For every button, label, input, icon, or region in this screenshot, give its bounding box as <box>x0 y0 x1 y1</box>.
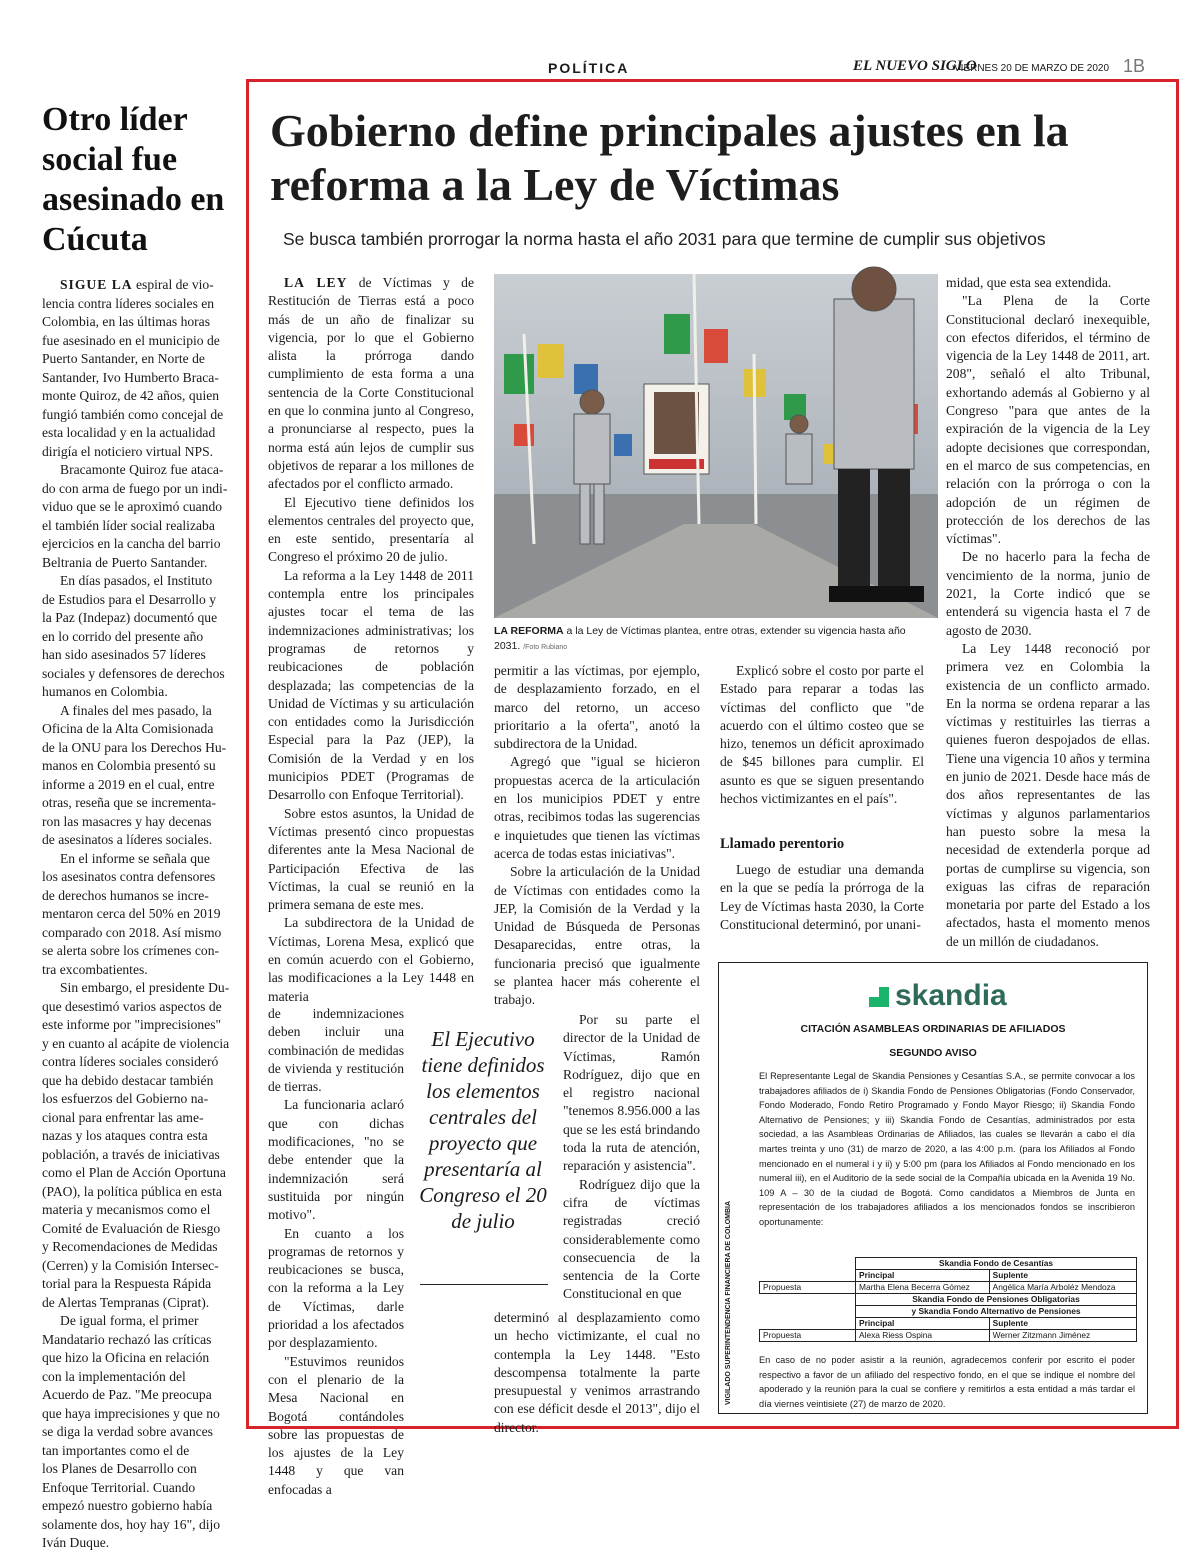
side-story-line: Santander, Ivo Humberto Braca- <box>42 369 219 385</box>
issue-date: VIERNES 20 DE MARZO DE 2020 <box>954 63 1110 74</box>
side-story-line: monte Quiroz, de 42 años, quien <box>42 388 220 403</box>
side-story-line: tan importantes como el de <box>42 1442 190 1458</box>
side-story-line: de la ONU para los Derechos Hu- <box>42 739 227 755</box>
side-story-line: se diga la verdad sobre avances <box>42 1424 213 1439</box>
caption-text: a la Ley de Víctimas plantea, entre otras, extender su vigencia hasta año 2031. <box>494 625 906 652</box>
side-story-line: do con arma de fuego por un indi- <box>42 480 228 496</box>
table1-row-label: Propuesta <box>760 1282 856 1294</box>
side-story-line: materia y mecanismos como el <box>42 1202 211 1217</box>
side-story-line: que ha debido destacar también <box>42 1072 214 1088</box>
main-headline: Gobierno define principales ajustes en la reforma a la Ley de Víctimas <box>270 105 1069 210</box>
side-story-line: dirigía el noticiero virtual NPS. <box>42 443 214 459</box>
skandia-ad <box>718 962 1148 1414</box>
table1-principal: Martha Elena Becerra Gómez <box>856 1282 990 1294</box>
newspaper-name: EL NUEVO SIGLO <box>853 58 977 74</box>
side-story-body <box>42 276 246 1553</box>
side-story-line: cional para enfrentar las ame- <box>42 1109 204 1125</box>
side-story-line: (Cerren) y la Comisión Intersec- <box>42 1257 219 1273</box>
side-story-line: A finales del mes pasado, la <box>60 702 212 718</box>
side-story-line: como el Plan de Acción Oportuna <box>42 1165 226 1180</box>
side-story-headline: Otro líder social fue asesinado en Cúcuta <box>42 101 225 258</box>
side-story-line: otras, reseña que se incrementa- <box>42 795 216 810</box>
side-story-line: En el informe se señala que <box>60 850 210 866</box>
side-story-line: el también líder social realizaba <box>42 517 215 533</box>
article-paragraph: "Estuvimos reunidos con el plenario de la Mesa Nacional en Bogotá contándoles sobre las propuestas de los ajustes de la Ley 1448 y que van enfocadas a <box>268 1353 404 1497</box>
side-story-lead-caps: SIGUE LA <box>60 277 133 292</box>
table2-header-2: y Skandia Fondo Alternativo de Pensiones <box>856 1306 1137 1318</box>
ad-title: CITACIÓN ASAMBLEAS ORDINARIAS DE AFILIADOS <box>800 1023 1066 1035</box>
table2-col-principal: Principal <box>856 1318 990 1330</box>
side-story-line: este informe por "imprecisiones" <box>42 1017 222 1032</box>
article-photo <box>494 274 938 618</box>
article-paragraph: Sobre estos asuntos, la Unidad de Víctimas presentó cinco propuestas diferentes ante la Mesa Nacional de Participación Efectiva de las Víctimas, la cual se reunió en la primera semana de este mes. <box>268 805 474 913</box>
article-column-2-narrow <box>563 1011 700 1304</box>
article-paragraph: Agregó que "igual se hicieron propuestas acerca de la articulación en los municipios PDET y entre otras, recibimos todas las sugerencias e inquietudes que tienen las víctimas acerca de todas estas iniciativas". <box>494 754 700 861</box>
side-story-line: SIGUE LA espiral de vio- <box>60 277 214 292</box>
article-paragraph: "La Plena de la Corte Constitucional declaró inexequible, con efectos diferidos, el término de vigencia de la Ley 1448 de 2011, art. 208", señaló el alto Tribunal, exhortando además al Gobierno y al Congreso "para que antes de la expiración de la vigencia de la Ley adopte decisiones que correspondan, en el marco de sus competencias, en relación con la prórroga o con la adopción de un régimen de protección de los derechos de las víctimas". <box>946 293 1150 547</box>
side-story-line: Comité de Evaluación de Riesgo <box>42 1220 221 1236</box>
article-paragraph: Luego de estudiar una demanda en la que se pedía la prórroga de la Ley de Víctimas hasta 2030, la Corte Constitucional determinó, por unani- <box>720 862 924 932</box>
ad-body: El Representante Legal de Skandia Pensiones y Cesantías S.A., se permite convocar a los trabajadores afiliados de i) Skandia Fondo de Pensiones Obligatorias (Fondo Conservador, Fondo Moderado, Fondo Retiro Programado y Fondo Mayor Riesgo; ii) Skandia Fondo Alternativo de Pensiones; y iii) Skandia Fondo de Cesantías, administrados por esta sociedad, a las Asambleas Ordinarias de Afiliados, las cuales se llevarán a cabo el día martes treinta y uno (31) de marzo de 2020, a las 4:00 p.m. (para los Afiliados al Fondo mencionado en el numeral i y ii) y 5:00 pm (para los Afiliados al Fondo mencionado en los numeral iii), en el Auditorio de la sede social de la Compañía ubicada en la Avenida 19 No. 109 A – 30 de la ciudad de Bogotá. Como candidatos a Miembros de Junta en representación de los trabajadores afiliados a los mencionados fondos se inscribieron oportunamente: <box>759 1071 1135 1227</box>
side-story-line: Acuerdo de Paz. "Me preocupa <box>42 1387 212 1402</box>
side-story-line: Oficina de la Alta Comisionada <box>42 721 214 736</box>
candidates-table <box>759 1257 1137 1342</box>
article-paragraph: Por su parte el director de la Unidad de Víctimas, Ramón Rodríguez, dijo que en el registro nacional "tenemos 8.956.000 a las que se les está brindando toda la ruta de atención, reparación y asistencia". <box>563 1012 700 1174</box>
side-story-line: se alerta sobre los crímenes con- <box>42 943 220 958</box>
article-paragraph: Sobre la articulación de la Unidad de Víctimas con entidades como la JEP, la Comisión de la Verdad y la Unidad de Búsqueda de Personas Desaparecidas, entre otras, la funcionaria precisó que igualmente se plantea hacer más coherente el trabajo. <box>494 864 700 1008</box>
article-paragraph: El Ejecutivo tiene definidos los elementos centrales del proyecto que, en este sentido, presentaría al Congreso el próximo 20 de julio. <box>268 494 474 565</box>
article-paragraph: La subdirectora de la Unidad de Víctimas, Lorena Mesa, explicó que en común acuerdo con el Gobierno, las modificaciones a la Ley 1448 en materia <box>268 915 474 1004</box>
side-story-line: tra excombatientes. <box>42 961 148 977</box>
side-story-line: solamente dos, hoy hay 16", dijo <box>42 1516 221 1532</box>
side-story-line: informe a 2019 en el cual, entre <box>42 776 215 792</box>
article-column-1-narrow <box>268 1005 404 1499</box>
page-number: 1B <box>1123 56 1146 76</box>
side-story-line: De igual forma, el primer <box>60 1313 199 1328</box>
article-column-3b <box>720 861 924 934</box>
section-name: POLÍTICA <box>548 60 630 76</box>
side-story-line: que desestimó varios aspectos de <box>42 998 222 1014</box>
side-story-line: los asesinatos contra defensores <box>42 869 216 884</box>
article-column-1 <box>268 274 474 1006</box>
table1-col-suplente: Suplente <box>989 1270 1136 1282</box>
side-story-line: la Paz (Indepaz) documentó que <box>42 610 218 625</box>
side-story-line: de asesinatos a líderes sociales. <box>42 832 213 847</box>
side-story-line: han sido asesinados 57 líderes <box>42 647 206 662</box>
table1-header: Skandia Fondo de Cesantías <box>856 1258 1137 1270</box>
table2-col-suplente: Suplente <box>989 1318 1136 1330</box>
side-story-line: (PAO), la política pública en esta <box>42 1183 222 1199</box>
side-story-line: Iván Duque. <box>42 1535 110 1550</box>
protest-photo-illustration <box>494 274 938 618</box>
side-story-line: empezó nuestro gobierno había <box>42 1498 213 1513</box>
article-paragraph: De no hacerlo para la fecha de vencimiento de la norma, junio de 2021, la Corte indicó que se entenderá su vigencia hasta el 7 de agosto de 2030. <box>946 549 1150 638</box>
article-column-3 <box>720 662 924 808</box>
article-paragraph: Rodríguez dijo que la cifra de víctimas registradas creció considerablemente como consecuencia de la sentencia de la Corte Constitucional en que <box>563 1176 700 1302</box>
side-story-line: lencia contra líderes sociales en <box>42 295 215 311</box>
ad-vigilado-label: VIGILADO SUPERINTENDENCIA FINANCIERA DE COLOMBIA <box>725 1200 732 1405</box>
table2-header-1: Skandia Fondo de Pensiones Obligatorias <box>856 1294 1137 1306</box>
table2-row-label: Propuesta <box>760 1330 856 1342</box>
pull-quote: El Ejecutivo tiene definidos los elementos centrales del proyecto que presentaría al Congreso el 20 de julio <box>419 1027 547 1233</box>
skandia-logo-icon <box>869 987 889 1007</box>
side-story-line: los esfuerzos del Gobierno na- <box>42 1091 209 1106</box>
skandia-logo: skandia <box>869 979 1007 1013</box>
side-story-line: sociales y defensores de derechos <box>42 665 225 681</box>
side-story-line: viduo que se le aproximó cuando <box>42 499 223 514</box>
side-story-line: manos en Colombia presentó su <box>42 758 216 773</box>
ad-subtitle: SEGUNDO AVISO <box>889 1047 977 1059</box>
side-story-line: comparado con 2018. Así mismo <box>42 924 222 940</box>
side-story-line: fue asesinado en el municipio de <box>42 332 220 348</box>
side-story-line: Puerto Santander, en Norte de <box>42 351 205 366</box>
ad-footer: En caso de no poder asistir a la reunión, agradecemos conferir por escrito el poder respectivo a favor de un afiliado del respectivo fondo, en el que se indique el nombre del apoderado y la reunión para la cual se confiere y remitirlos a esta entidad a más tardar el día viernes veintisiete (27) de marzo de 2020. <box>759 1355 1135 1409</box>
table1-col-principal: Principal <box>856 1270 990 1282</box>
photo-caption <box>494 624 924 655</box>
side-story-line: torial para la Respuesta Rápida <box>42 1276 212 1291</box>
side-story-line: y Recomendaciones de Medidas <box>42 1239 218 1254</box>
article-paragraph: La Ley 1448 reconoció por primera vez en Colombia la existencia de un conflicto armado. En la norma se ordena reparar a las víctimas y restituirles las tierras a quienes fueron despojados de ellas. Tiene una vigencia 10 años y termina en junio de 2021. Desde hace más de dos años representantes de las víctimas y algunos parlamentarios han puesto sobre la mesa la necesidad de extenderla porque ad portas de cumplirse su vigencia, son exiguas las cifras de reparación monetaria por parte del Estado a los afectados, hasta el momento menos de un millón de ciudadanos. <box>946 640 1150 949</box>
article-paragraph: LA LEY de Víctimas y de Restitución de Tierras está a poco más de un año de finalizar su vigencia, por lo que el Gobierno alista la prórroga dando cumplimiento de esta forma a una sentencia de la Corte Constitucional en que lo conmina junto al Congreso, a pronunciarse al respecto, pues la norma está aún lejos de cumplir sus objetivos de reparar a los millones de afectados por el conflicto armado. <box>268 275 475 492</box>
article-paragraph: midad, que esta sea extendida. <box>946 275 1112 290</box>
side-story-line: Enfoque Territorial. Cuando <box>42 1479 196 1495</box>
photo-credit: /Foto Rubiano <box>523 644 568 651</box>
side-story-line: nazas y los ataques contra esta <box>42 1128 208 1143</box>
side-story-line: Colombia, en las últimas horas <box>42 314 211 329</box>
side-story-line: los Planes de Desarrollo con <box>42 1461 197 1476</box>
side-story-line: población, a través de iniciativas <box>42 1146 220 1162</box>
article-paragraph: de indemnizaciones deben incluir una combinación de medidas de vivienda y restitución de tierras. <box>268 1006 404 1095</box>
table2-principal: Alexa Riess Ospina <box>856 1330 990 1342</box>
side-story <box>42 100 246 1550</box>
subhead-llamado: Llamado perentorio <box>720 836 845 852</box>
article-paragraph: Explicó sobre el costo por parte el Estado para reparar a todas las víctimas del conflicto que "de acuerdo con el último costeo que se hizo, tenemos un déficit aproximado de $45 billones para cumplir. El asunto es que se siguen presentando hechos victimizantes en el país". <box>720 663 924 807</box>
side-story-line: Beltrania de Puerto Santander. <box>42 554 208 570</box>
article-paragraph: permitir a las víctimas, por ejemplo, de desplazamiento forzado, en el marco del retorno, un acceso prioritario a la oferta", anotó la subdirectora de la Unidad. <box>494 663 700 752</box>
article-paragraph: La funcionaria aclaró que con dichas modificaciones, "no se debe entender que la indemnización será sustituida por ningún motivo". <box>268 1097 404 1223</box>
caption-lead: LA REFORMA <box>494 625 564 637</box>
article-column-2-bottom <box>494 1309 700 1437</box>
article-paragraph: determinó al desplazamiento como un hecho victimizante, el cual no contempla la Ley 1448. "Esto descompensa totalmente la parte presupuestal y venimos arrastrando con ese déficit desde el 2013", dijo el director. <box>494 1310 700 1435</box>
article-paragraph: En cuanto a los programas de retornos y reubicaciones se busca, con la reforma a la Ley de Víctimas, darle prioridad a los afectados por desplazamiento. <box>268 1225 404 1351</box>
side-story-line: contra líderes sociales consideró <box>42 1054 219 1069</box>
side-story-line: ron las masacres y hay decenas <box>42 813 212 829</box>
side-story-line: de Estudios para el Desarrollo y <box>42 591 217 607</box>
side-story-line: En días pasados, el Instituto <box>60 573 213 588</box>
side-story-line: y en cuanto al acápite de violencia <box>42 1035 230 1051</box>
side-story-line: esta localidad y en la actualidad <box>42 425 216 440</box>
side-story-line: de Alertas Tempranas (Ciprat). <box>42 1294 210 1310</box>
article-column-4 <box>946 274 1150 951</box>
side-story-line: humanos en Colombia. <box>42 684 168 699</box>
side-story-line: con la implementación del <box>42 1368 186 1384</box>
article-column-2 <box>494 662 700 1010</box>
side-story-line: ejercicios en la cancha del barrio <box>42 536 221 551</box>
side-story-line: mentaron cerca del 50% en 2019 <box>42 906 221 921</box>
side-story-line: en lo corrido del presente año <box>42 628 204 644</box>
side-story-line: que haya imprecisiones y que no <box>42 1405 220 1421</box>
side-story-line: Bracamonte Quiroz fue ataca- <box>60 462 224 477</box>
table2-suplente: Werner Zitzmann Jiménez <box>989 1330 1136 1342</box>
side-story-line: fungió también como concejal de <box>42 406 224 422</box>
side-story-line: de derechos humanos se incre- <box>42 887 209 903</box>
article-paragraph: La reforma a la Ley 1448 de 2011 contempla entre los principales ajustes tocar el tema de las indemnizaciones administrativas; los programas de retornos y reubicaciones de población desplazada; las competencias de la Unidad de Víctimas y su articulación con entidades como la Jurisdicción Especial para la Paz (JEP), la Comisión de la Verdad y en los municipios PDET (Programas de Desarrollo con Enfoque Territorial). <box>268 567 474 803</box>
side-story-line: que hizo la Oficina en relación <box>42 1350 210 1365</box>
main-deck: Se busca también prorrogar la norma hasta el año 2031 para que termine de cumplir sus objetivos <box>283 229 1046 249</box>
side-story-line: Mandatario rechazó las críticas <box>42 1331 212 1347</box>
side-story-line: Sin embargo, el presidente Du- <box>60 980 230 995</box>
pull-quote-rule <box>420 1284 548 1285</box>
masthead <box>240 58 1160 80</box>
table1-suplente: Angélica María Arboléz Mendoza <box>989 1282 1136 1294</box>
